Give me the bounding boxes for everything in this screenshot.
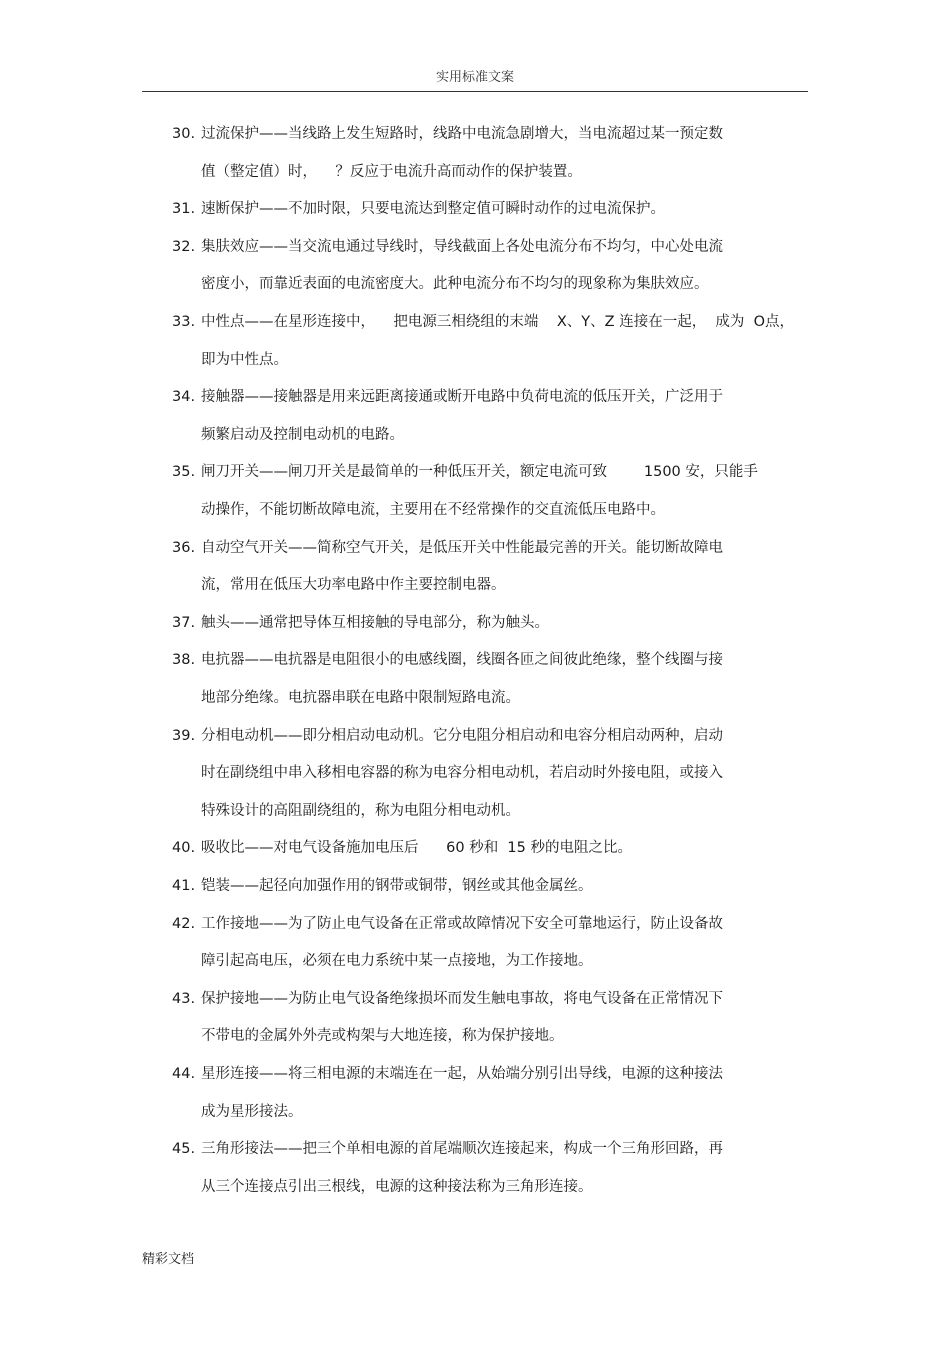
item-text-line: 电抗器——电抗器是电阻很小的电感线圈，线圈各匝之间彼此绝缘，整个线圈与接: [201, 652, 723, 669]
item-number: 32.: [172, 238, 196, 255]
item-number: 39.: [172, 727, 196, 744]
item-text-line: 自动空气开关——简称空气开关，是低压开关中性能最完善的开关。能切断故障电: [201, 539, 723, 556]
item-number: 30.: [172, 126, 196, 142]
page-header: 实用标准文案: [435, 70, 514, 85]
item-text-line: 集肤效应——当交流电通过导线时，导线截面上各处电流分布不均匀，中心处电流: [201, 238, 723, 255]
item-text-line: 动操作，不能切断故障电流，主要用在不经常操作的交直流低压电路中。: [201, 502, 665, 518]
item-text-line: 工作接地——为了防止电气设备在正常或故障情况下安全可靠地运行，防止设备故: [201, 915, 723, 932]
item-text-line: 星形连接——将三相电源的末端连在一起，从始端分别引出导线，电源的这种接法: [201, 1066, 723, 1082]
item-text-line: 吸收比——对电气设备施加电压后 60 秒和 15 秒的电阻之比。: [201, 840, 632, 857]
item-text-line: 频繁启动及控制电动机的电路。: [201, 426, 404, 443]
item-text-line: 分相电动机——即分相启动电动机。它分电阻分相启动和电容分相启动两种，启动: [201, 727, 723, 744]
item-text-line: 值（整定值）时， ？反应于电流升高而动作的保护装置。: [201, 163, 582, 180]
item-text-line: 地部分绝缘。电抗器串联在电路中限制短路电流。: [201, 690, 520, 706]
page-footer: 精彩文档: [142, 1252, 195, 1267]
item-text-line: 不带电的金属外外壳或构架与大地连接，称为保护接地。: [201, 1028, 564, 1045]
item-number: 37.: [172, 614, 196, 631]
item-text-line: 从三个连接点引出三根线，电源的这种接法称为三角形连接。: [201, 1178, 593, 1195]
header-rule: [142, 91, 808, 92]
item-number: 36.: [172, 539, 196, 556]
item-text-line: 特殊设计的高阻副绕组的，称为电阻分相电动机。: [201, 802, 520, 819]
item-number: 45.: [172, 1141, 196, 1158]
item-text-line: 时在副绕组中串入移相电容器的称为电容分相电动机，若启动时外接电阻，或接入: [201, 765, 723, 782]
item-number: 33.: [172, 314, 196, 330]
item-number: 42.: [172, 915, 196, 932]
item-number: 35.: [172, 464, 196, 481]
item-text-line: 即为中性点。: [201, 351, 288, 368]
item-text-line: 铠装——起径向加强作用的钢带或铜带，钢丝或其他金属丝。: [201, 878, 593, 894]
item-number: 31.: [172, 201, 196, 218]
item-text-line: 三角形接法——把三个单相电源的首尾端顺次连接起来，构成一个三角形回路，再: [201, 1141, 723, 1158]
item-number: 41.: [172, 878, 196, 894]
item-text-line: 过流保护——当线路上发生短路时，线路中电流急剧增大，当电流超过某一预定数: [201, 126, 723, 142]
item-text-line: 成为星形接法。: [201, 1103, 303, 1120]
item-text-line: 中性点——在星形连接中， 把电源三相绕组的末端 X、Y、Z 连接在一起， 成为 O点，: [201, 314, 795, 330]
item-number: 34.: [172, 389, 196, 406]
item-text-line: 接触器——接触器是用来远距离接通或断开电路中负荷电流的低压开关，广泛用于: [201, 389, 723, 406]
item-text-line: 闸刀开关——闸刀开关是最简单的一种低压开关，额定电流可致 1500 安，只能手: [201, 464, 758, 481]
item-text-line: 触头——通常把导体互相接触的导电部分，称为触头。: [201, 614, 549, 631]
item-number: 43.: [172, 990, 196, 1007]
item-number: 44.: [172, 1066, 196, 1082]
item-text-line: 流，常用在低压大功率电路中作主要控制电器。: [201, 577, 506, 594]
item-text-line: 密度小，而靠近表面的电流密度大。此种电流分布不均匀的现象称为集肤效应。: [201, 276, 709, 293]
item-text-line: 障引起高电压，必须在电力系统中某一点接地，为工作接地。: [201, 953, 593, 970]
item-number: 38.: [172, 652, 196, 669]
item-text-line: 速断保护——不加时限，只要电流达到整定值可瞬时动作的过电流保护。: [201, 201, 665, 218]
item-number: 40.: [172, 840, 196, 857]
item-text-line: 保护接地——为防止电气设备绝缘损坏而发生触电事故，将电气设备在正常情况下: [201, 990, 723, 1007]
